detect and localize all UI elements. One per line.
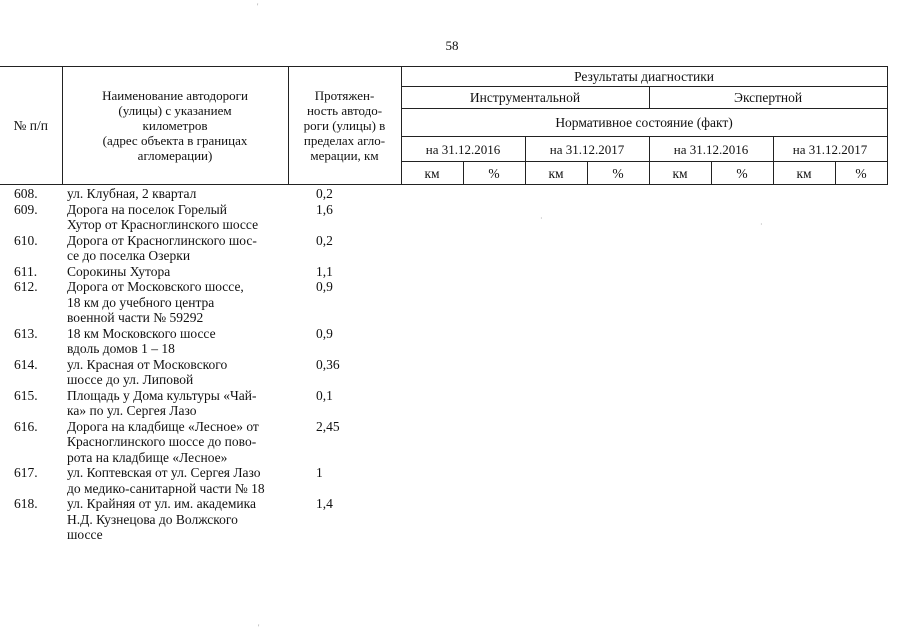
header-length: Протяжен- ность автодо- роги (улицы) в пределах агло- мерации, км xyxy=(288,67,401,185)
table-row xyxy=(0,326,400,357)
road-name xyxy=(62,326,280,357)
road-name xyxy=(62,186,280,202)
road-name-line: се до поселка Озерки xyxy=(67,248,191,263)
road-name xyxy=(62,388,280,419)
road-name-line: шоссе до ул. Липовой xyxy=(67,372,194,387)
header-name: Наименование автодороги (улицы) с указанием километров (адрес объекта в границах агломерации) xyxy=(62,67,288,185)
road-name-line: вдоль домов 1 – 18 xyxy=(67,341,175,356)
road-name xyxy=(62,264,280,280)
road-name xyxy=(62,465,280,496)
header-unit: % xyxy=(463,162,525,185)
table-body xyxy=(0,186,400,543)
road-name-line: 18 км Московского шоссе xyxy=(67,325,216,341)
row-number: 612. xyxy=(14,279,38,294)
road-name-line: ул. Коптевская от ул. Сергея Лазо xyxy=(67,465,261,480)
road-name xyxy=(62,202,280,233)
road-length: 1,6 xyxy=(316,201,333,217)
road-length: 0,2 xyxy=(316,186,333,201)
header-unit: км xyxy=(525,162,587,185)
road-name-line: Дорога на поселок Горелый xyxy=(67,201,227,217)
header-unit: % xyxy=(711,162,773,185)
road-length: 0,9 xyxy=(316,279,333,294)
row-number: 616. xyxy=(14,418,38,434)
table-row xyxy=(0,264,400,280)
road-length: 1,1 xyxy=(316,263,333,279)
road-length: 0,2 xyxy=(316,232,333,248)
road-name-line: Сорокины Хутора xyxy=(67,263,171,279)
table-row xyxy=(0,186,400,202)
road-name-line: шоссе xyxy=(67,527,103,542)
header-unit: км xyxy=(649,162,711,185)
header-unit: % xyxy=(835,162,887,185)
scan-speck: ' xyxy=(257,2,259,11)
road-length: 0,9 xyxy=(316,325,333,341)
road-name xyxy=(62,419,280,466)
road-name-line: 18 км до учебного центра xyxy=(67,294,215,310)
table-header xyxy=(0,66,888,185)
table-row xyxy=(0,465,400,496)
row-number: 611. xyxy=(14,263,38,279)
road-name xyxy=(62,357,280,388)
road-name xyxy=(62,496,280,543)
scan-speck: · xyxy=(540,214,543,223)
road-name-line: Дорога на кладбище «Лесное» от xyxy=(67,418,259,434)
row-number: 608. xyxy=(14,186,38,201)
table-row xyxy=(0,496,400,543)
row-number: 613. xyxy=(14,325,38,341)
header-unit: км xyxy=(401,162,463,185)
road-name-line: ул. Красная от Московского xyxy=(67,356,228,372)
road-length: 1 xyxy=(316,465,323,480)
row-number: 610. xyxy=(14,232,38,248)
road-length: 2,45 xyxy=(316,418,340,434)
table-row xyxy=(0,388,400,419)
road-name-line: Дорога от Московского шоссе, xyxy=(67,279,244,294)
header-unit: % xyxy=(587,162,649,185)
road-length: 0,1 xyxy=(316,387,333,403)
header-expert: Экспертной xyxy=(649,87,887,109)
road-name-line: до медико-санитарной части № 18 xyxy=(67,480,265,496)
row-number: 609. xyxy=(14,201,38,217)
table-row xyxy=(0,279,400,326)
road-name-line: Красноглинского шоссе до пово- xyxy=(67,434,257,449)
header-normative: Нормативное состояние (факт) xyxy=(401,109,887,137)
row-number: 617. xyxy=(14,465,38,480)
road-name-line: ка» по ул. Сергея Лазо xyxy=(67,403,197,418)
scan-speck: ' xyxy=(258,623,260,632)
road-name-line: рота на кладбище «Лесное» xyxy=(67,449,228,465)
header-unit: км xyxy=(773,162,835,185)
scan-speck: · xyxy=(760,220,763,229)
road-name-line: Н.Д. Кузнецова до Волжского xyxy=(67,511,238,527)
row-number: 615. xyxy=(14,387,38,403)
road-name-line: ул. Клубная, 2 квартал xyxy=(67,186,197,201)
header-date: на 31.12.2017 xyxy=(773,137,887,162)
table-row xyxy=(0,357,400,388)
row-number: 618. xyxy=(14,496,38,511)
road-name-line: Площадь у Дома культуры «Чай- xyxy=(67,387,257,403)
header-num: № п/п xyxy=(0,67,62,185)
road-length: 0,36 xyxy=(316,356,340,372)
road-name-line: Хутор от Красноглинского шоссе xyxy=(67,217,259,232)
header-date: на 31.12.2016 xyxy=(401,137,525,162)
page-number: 58 xyxy=(445,38,459,53)
road-length: 1,4 xyxy=(316,496,333,511)
road-name-line: Дорога от Красноглинского шос- xyxy=(67,232,257,248)
header-instrumental: Инструментальной xyxy=(401,87,649,109)
table-row xyxy=(0,233,400,264)
header-results: Результаты диагностики xyxy=(401,67,887,87)
road-name-line: военной части № 59292 xyxy=(67,310,204,325)
road-name xyxy=(62,279,280,326)
road-name xyxy=(62,233,280,264)
table-row xyxy=(0,202,400,233)
road-name-line: ул. Крайняя от ул. им. академика xyxy=(67,496,256,511)
header-date: на 31.12.2016 xyxy=(649,137,773,162)
header-date: на 31.12.2017 xyxy=(525,137,649,162)
table-row xyxy=(0,419,400,466)
row-number: 614. xyxy=(14,356,38,372)
